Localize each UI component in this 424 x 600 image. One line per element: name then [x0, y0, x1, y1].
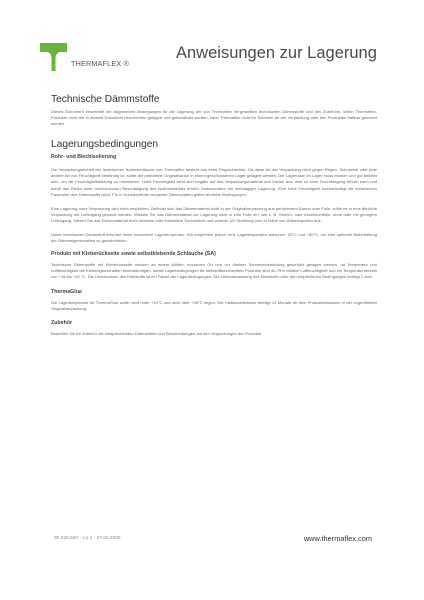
website-link[interactable]: www.thermaflex.com: [303, 534, 372, 543]
thermaflex-logo: [40, 42, 150, 72]
storage-paragraph-packaging: Die Verpackungseinheit der technischen Isolierschläuche von Thermaflex besteht aus einer Pappschachtel. Da diese Art der Verpackung nicht gegen Regen, Schneefall oder jede andere Art von Feuchtigkeit beständig ist, sollte der perforierte Originalkarton in einem geschlossenen Lager gelagert werden. Der Lagerraum im Lager muss trocken und gut belüftet sein, um die Feuchtigkeitsbildung zu minimieren. Hohe Feuchtigkeit wirkt sich negativ auf das Verpackungsmaterial aus Karton aus, was zu einer Durchbiegung führen kann und damit das Risiko einer mechanischen Beschädigung des Isoliermaterials erhöht, insbesondere bei mehrlagiger Lagerung. Eine hohe Feuchtigkeit beeinträchtigt die technischen Parameter des Dämmstoffs nicht. Für in Kunststofffolie verpackte Dämmplatten gelten ähnliche Bedingungen.: [51, 167, 377, 197]
section-heading: Technische Dämmstoffe: [51, 94, 160, 105]
page-footer: [54, 534, 372, 544]
storage-paragraph-without-packaging: Eine Lagerung ohne Verpackung wird nicht empfohlen. Befindet sich das Dämmmaterial nicht in der Originalverpackung aus perforiertem Karton oder Folie, sollte es in eine ähnliche Verpackung mit Luftzugang gepackt werden. Wickeln Sie das Dämmmaterial zur Lagerung nicht in eine Folie ein, wie z. B. Stretch- oder Aluminiumfolie, ohne oder mit geringem Luftzugang. Setzen Sie das Dämmmaterial nicht direktem oder indirektem Sonnenlicht und anderer UV-Strahlung oder in Nähe von Wärmequellen aus.: [51, 205, 377, 223]
thermaglue-heading: ThermaGlue: [51, 288, 82, 295]
document-title: Anweisungen zur Lagerung: [176, 44, 377, 62]
thermaglue-paragraph: Die Lagertemperatur für ThermaGlue sollte nicht unter +10°C und nicht über +35°C liegen. Die Haltbarkeitsdauer beträgt 12 Monate ab dem Produktionsdatum in der ungeöffneten Originalverpackung.: [51, 299, 377, 311]
adhesive-products-paragraph: Technische Dämmstoffe mit Kleberückseite müssen an einem kühlen, trockenen Ort und vor direkter Sonneneinstrahlung geschützt gelagert werden, da Temperatur und Luftfeuchtigkeit die Klebeeigenschaften beeinträchtigen. Ideale Lagerbedingungen für klebstoffbeschichtete Produkte sind 40-75% relative Luftfeuchtigkeit und ein Temperaturbereich von +15 bis +30 °C. Die Lebensdauer des Klebstoffs ist ein Faktor der Lagerbedingungen. Die Lebenserwartung des Klebstoffs unter den empfohlenen Bedingungen beträgt 1 Jahr.: [51, 262, 377, 280]
accessories-heading: Zubehör: [51, 319, 73, 326]
subsection-heading: Rohr- und Blechisolierung: [51, 154, 117, 161]
document-body: [51, 94, 377, 337]
brand-name: THERMAFLEX ®: [71, 58, 130, 68]
page-header: [40, 42, 390, 74]
section-technical-insulation: [51, 94, 377, 127]
document-version: 00.020.920 - v.1.1 - 27.02.2025: [54, 536, 121, 541]
adhesive-products-heading: Produkt mit Kleberückseite sowie selbstklebende Schläuche (SA): [51, 251, 216, 258]
intro-paragraph: Dieses Dokument beschreibt die allgemeinen Bedingungen für die Lagerung der von Thermaflex hergestellten technischen Dämmstoffe und des Zubehörs. Wenn Thermaflex-Produkte nicht wie in diesem Dokument beschrieben gelagert und gehandhabt werden, kann Thermaflex nicht für Schäden an der Verpackung oder den Produkten haftbar gemacht werden.: [51, 109, 377, 127]
section-storage-conditions: [51, 139, 377, 337]
section-heading: Lagerungsbedingungen: [51, 139, 159, 151]
accessories-paragraph: Beachten Sie für Zubehör die entsprechenden Datenblätter und Beschreibungen auf den Verpackungen der Produkte.: [51, 330, 263, 336]
storage-paragraph-temperature: Unser technischer Dämmstoff erfordert keine besondere Lagertemperatur. Wir empfehlen jedoch eine Lagertemperatur zwischen -20°C und +50°C, um eine optimale Beibehaltung der Dämmeigenschaften zu gewährleisten.: [51, 232, 377, 244]
thermaflex-logo-icon: [40, 43, 67, 71]
